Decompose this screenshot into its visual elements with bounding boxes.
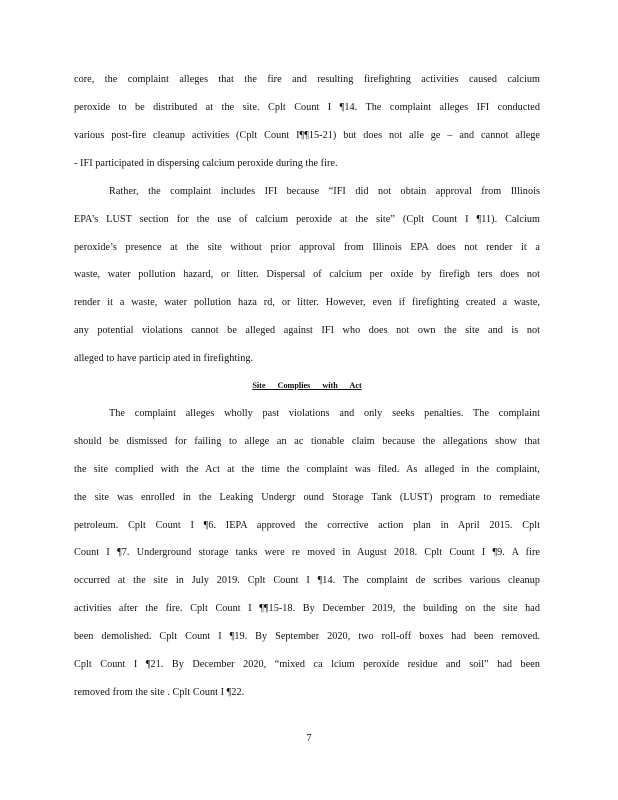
text-line: EPA’s LUST section for the use of calcium peroxide at the site” (Cplt Count I ¶11). Calcium <box>74 214 540 225</box>
text-line: core, the complaint alleges that the fire and resulting firefighting activities caused calcium <box>74 74 540 85</box>
text-line: been demolished. Cplt Count I ¶19. By September 2020, two roll-off boxes had been removed. <box>74 631 540 642</box>
text-line: the site complied with the Act at the time the complaint was filed. As alleged in the complaint, <box>74 464 540 475</box>
text-line: various post-fire cleanup activities (Cplt Count I¶¶15-21) but does not alle ge – and cannot allege <box>74 130 540 141</box>
section-heading-text: Site Complies with Act <box>252 381 362 390</box>
text-line: alleged to have particip ated in firefighting. <box>74 353 254 364</box>
text-line: the site was enrolled in the Leaking Undergr ound Storage Tank (LUST) program to remediate <box>74 492 540 503</box>
text-line: activities after the fire. Cplt Count I ¶¶15-18. By December 2019, the building on the site had <box>74 603 540 614</box>
text-line: removed from the site . Cplt Count I ¶22. <box>74 687 245 698</box>
section-heading <box>74 380 540 392</box>
text-line: The complaint alleges wholly past violations and only seeks penalties. The complaint <box>109 408 540 419</box>
text-line: render it a waste, water pollution haza rd, or litter. However, even if firefighting created a waste, <box>74 297 540 308</box>
text-line: peroxide’s presence at the site without prior approval from Illinois EPA does not render it a <box>74 242 540 253</box>
text-line: Count I ¶7. Underground storage tanks were re moved in August 2018. Cplt Count I ¶9. A fire <box>74 547 540 558</box>
text-line: petroleum. Cplt Count I ¶6. IEPA approved the corrective action plan in April 2015. Cplt <box>74 520 540 531</box>
text-line: any potential violations cannot be alleged against IFI who does not own the site and is not <box>74 325 540 336</box>
text-line: should be dismissed for failing to allege an ac tionable claim because the allegations show that <box>74 436 540 447</box>
text-line: peroxide to be distributed at the site. Cplt Count I ¶14. The complaint alleges IFI conducted <box>74 102 540 113</box>
text-line: waste, water pollution hazard, or litter. Dispersal of calcium per oxide by firefigh ters does not <box>74 269 540 280</box>
text-line: Cplt Count I ¶21. By December 2020, “mixed ca lcium peroxide residue and soil” had been <box>74 659 540 670</box>
text-line: - IFI participated in dispersing calcium peroxide during the fire. <box>74 158 338 169</box>
text-line: Rather, the complaint includes IFI because “IFI did not obtain approval from Illinois <box>109 186 540 197</box>
page-number: 7 <box>306 733 312 744</box>
text-line: occurred at the site in July 2019. Cplt Count I ¶14. The complaint de scribes various cleanup <box>74 575 540 586</box>
